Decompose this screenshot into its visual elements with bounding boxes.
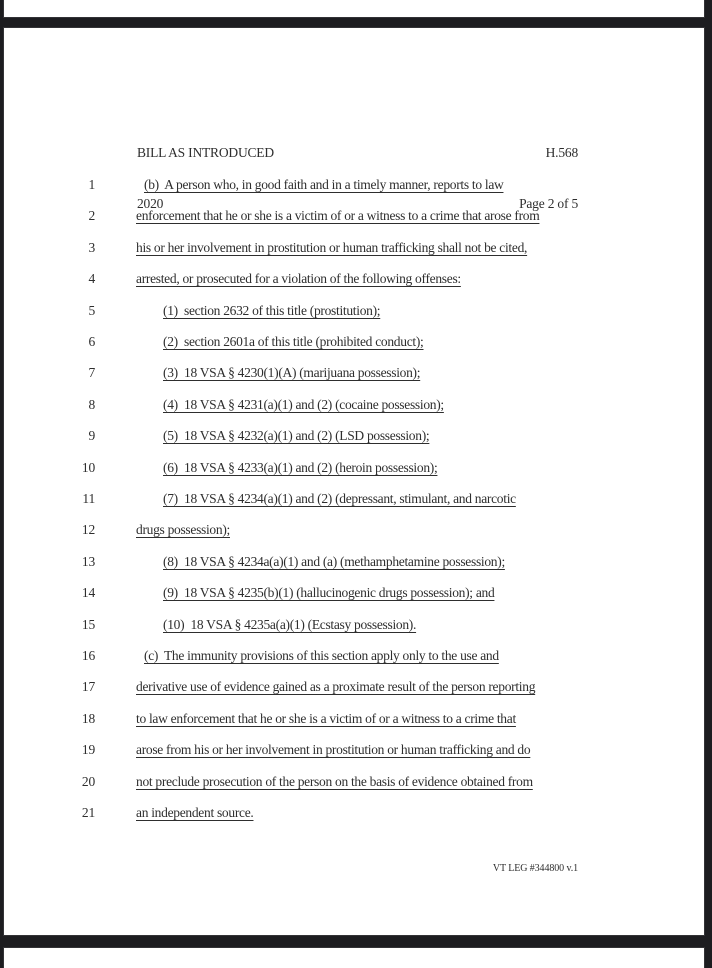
- line-text: [136, 208, 696, 224]
- line-text: [136, 365, 696, 381]
- header-doc-type: BILL AS INTRODUCED: [137, 145, 274, 160]
- line-text-underlined: his or her involvement in prostitution or human trafficking shall not be cited,: [136, 239, 528, 255]
- line-row: [4, 522, 704, 542]
- line-number: 21: [81, 805, 95, 820]
- line-number: 9: [88, 428, 95, 444]
- line-number: 12: [81, 522, 95, 538]
- line-text: [136, 397, 696, 413]
- line-text: [136, 774, 696, 790]
- line-text: [136, 805, 696, 821]
- line-text-underlined: (b) A person who, in good faith and in a timely manner, reports to law: [144, 177, 504, 192]
- line-number: 2: [88, 208, 95, 224]
- line-text-underlined: (1) section 2632 of this title (prostitution);: [163, 302, 381, 318]
- line-text: [136, 585, 696, 601]
- line-text: [136, 679, 696, 695]
- line-text-underlined: (7) 18 VSA § 4234(a)(1) and (2) (depressant, stimulant, and narcotic: [163, 491, 516, 506]
- line-text-underlined: (c) The immunity provisions of this section apply only to the use and: [144, 648, 499, 663]
- line-row: [4, 711, 704, 731]
- header-bill-number: H.568: [545, 145, 578, 160]
- line-text-underlined: enforcement that he or she is a victim of or a witness to a crime that arose from: [136, 208, 540, 224]
- line-row: [4, 585, 704, 605]
- line-text: [136, 271, 696, 287]
- line-row: [4, 648, 704, 668]
- line-text-underlined: (5) 18 VSA § 4232(a)(1) and (2) (LSD possession);: [163, 428, 430, 444]
- line-row: [4, 460, 704, 480]
- line-row: [4, 240, 704, 260]
- line-text: [136, 240, 696, 256]
- line-row: [4, 177, 704, 197]
- line-grid: [4, 28, 704, 935]
- line-text-underlined: an independent source.: [136, 805, 254, 820]
- line-text-underlined: (8) 18 VSA § 4234a(a)(1) and (a) (methamphetamine possession);: [163, 553, 505, 569]
- line-row: [4, 428, 704, 448]
- line-text-underlined: derivative use of evidence gained as a proximate result of the person reporting: [136, 679, 536, 695]
- line-text-underlined: drugs possession);: [136, 522, 230, 538]
- line-row: [4, 303, 704, 323]
- line-number: 20: [81, 773, 95, 789]
- line-text: [136, 522, 696, 538]
- header-year: 2020: [137, 196, 164, 211]
- line-number: 16: [81, 648, 95, 663]
- line-number: 11: [82, 491, 95, 506]
- line-row: [4, 365, 704, 385]
- line-number: 14: [81, 585, 95, 601]
- document-page: [4, 28, 704, 935]
- line-number: 18: [81, 710, 95, 726]
- line-row: [4, 491, 704, 511]
- line-text: [136, 460, 696, 476]
- line-row: [4, 774, 704, 794]
- line-text: [136, 648, 696, 664]
- line-number: 10: [81, 459, 95, 475]
- line-text-underlined: (2) section 2601a of this title (prohibited conduct);: [163, 334, 424, 349]
- line-text: [136, 177, 696, 193]
- line-row: [4, 679, 704, 699]
- line-text-underlined: (6) 18 VSA § 4233(a)(1) and (2) (heroin possession);: [163, 459, 438, 475]
- line-text-underlined: not preclude prosecution of the person on the basis of evidence obtained from: [136, 773, 533, 789]
- previous-page-fragment: [4, 0, 704, 17]
- next-page-fragment: [4, 948, 704, 968]
- header-page-indicator: Page 2 of 5: [519, 196, 578, 211]
- line-row: [4, 208, 704, 228]
- line-text: [136, 617, 696, 633]
- line-number: 7: [88, 365, 95, 381]
- line-text-underlined: (10) 18 VSA § 4235a(a)(1) (Ecstasy possession).: [163, 616, 417, 632]
- line-row: [4, 271, 704, 291]
- line-text-underlined: to law enforcement that he or she is a victim of or a witness to a crime that: [136, 710, 516, 726]
- footer-doc-id: VT LEG #344800 v.1: [492, 863, 578, 874]
- line-number: 1: [88, 177, 95, 192]
- line-number: 17: [81, 679, 95, 695]
- line-row: [4, 805, 704, 825]
- line-number: 4: [88, 271, 95, 287]
- line-text-underlined: (4) 18 VSA § 4231(a)(1) and (2) (cocaine possession);: [163, 396, 444, 412]
- line-text-underlined: (3) 18 VSA § 4230(1)(A) (marijuana possession);: [163, 365, 421, 381]
- line-text: [136, 334, 696, 350]
- line-text: [136, 491, 696, 507]
- line-row: [4, 742, 704, 762]
- line-row: [4, 617, 704, 637]
- line-text: [136, 554, 696, 570]
- line-number: 13: [81, 553, 95, 569]
- line-text-underlined: arose from his or her involvement in prostitution or human trafficking and do: [136, 742, 531, 758]
- line-number: 5: [88, 302, 95, 318]
- line-number: 8: [88, 396, 95, 412]
- line-text: [136, 711, 696, 727]
- line-text: [136, 742, 696, 758]
- line-text: [136, 428, 696, 444]
- line-number: 3: [88, 239, 95, 255]
- line-number: 6: [88, 334, 95, 349]
- line-row: [4, 334, 704, 354]
- line-row: [4, 397, 704, 417]
- line-row: [4, 554, 704, 574]
- line-text-underlined: arrested, or prosecuted for a violation of the following offenses:: [136, 271, 461, 287]
- line-number: 15: [81, 616, 95, 632]
- line-number: 19: [81, 742, 95, 758]
- line-text: [136, 303, 696, 319]
- line-text-underlined: (9) 18 VSA § 4235(b)(1) (hallucinogenic drugs possession); and: [163, 585, 495, 601]
